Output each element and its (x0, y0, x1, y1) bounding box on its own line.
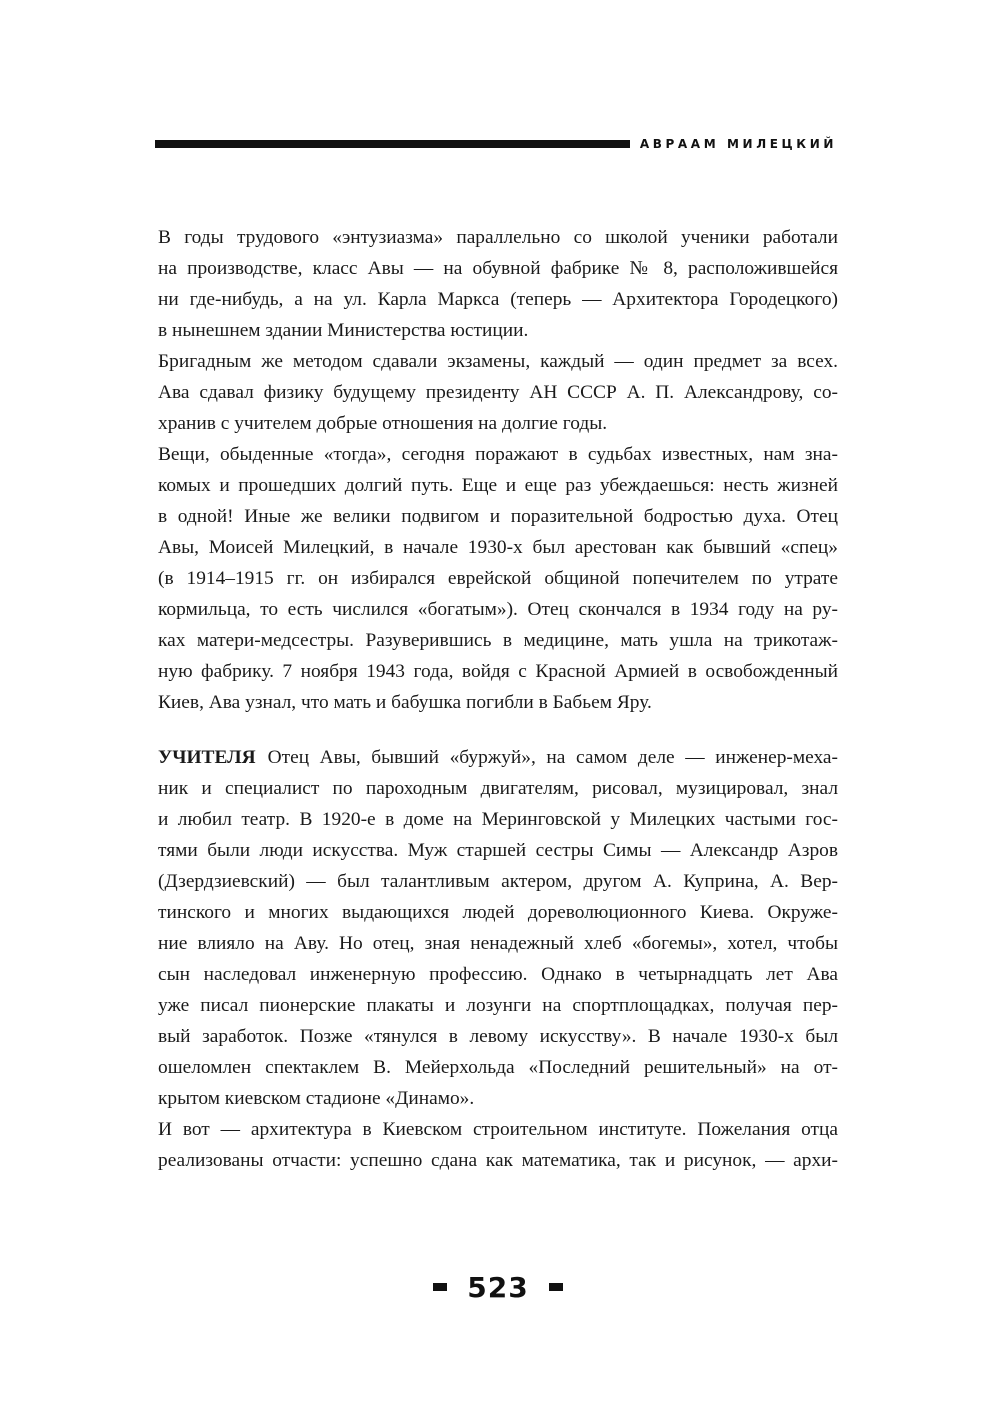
section-gap (158, 718, 838, 742)
text-line: на производстве, класс Авы — на обувной фабрике № 8, расположившейся (158, 258, 838, 279)
text-line: Бригадным же методом сдавали экзамены, каждый — один предмет за всех. (158, 351, 838, 372)
text-line: ошеломлен спектаклем В. Мейерхольда «Последний решительный» на от- (158, 1057, 838, 1078)
text-line: Авы, Моисей Милецкий, в начале 1930-х был арестован как бывший «спец» (158, 537, 838, 558)
folio-bar-left (433, 1283, 447, 1291)
text-line: тями были люди искусства. Муж старшей сестры Симы — Александр Азров (158, 840, 838, 861)
paragraph (158, 439, 838, 718)
text-line (158, 742, 838, 773)
text-line: комых и прошедших долгий путь. Еще и еще раз убеждаешься: несть жизней (158, 475, 838, 496)
header-rule (155, 140, 630, 148)
text-run: Отец Авы, бывший «буржуй», на самом деле — инженер-меха- (267, 747, 838, 768)
text-line: ную фабрику. 7 ноября 1943 года, войдя с Красной Армией в освобожденный (158, 661, 838, 682)
text-line: тинского и многих выдающихся людей дореволюционного Киева. Окруже- (158, 902, 838, 923)
text-line: ние влияло на Аву. Но отец, зная ненадежный хлеб «богемы», хотел, чтобы (158, 933, 838, 954)
text-line: И вот — архитектура в Киевском строительном институте. Пожелания отца (158, 1119, 838, 1140)
text-line: Вещи, обыденные «тогда», сегодня поражают в судьбах известных, нам зна- (158, 444, 838, 465)
text-line: (в 1914–1915 гг. он избирался еврейской общиной попечителем по утрате (158, 568, 838, 589)
page-folio (433, 1270, 563, 1304)
body-text (158, 222, 838, 1176)
text-line: ни где-нибудь, а на ул. Карла Маркса (теперь — Архитектора Городецкого) (158, 289, 838, 310)
page-number: 523 (467, 1270, 529, 1304)
text-line: вый заработок. Позже «тянулся в левому искусству». В начале 1930-х был (158, 1026, 838, 1047)
text-line: в одной! Иные же велики подвигом и поразительной бодростью духа. Отец (158, 506, 838, 527)
running-head (155, 136, 837, 152)
section-teachers (158, 742, 838, 1176)
text-line: сын наследовал инженерную профессию. Однако в четырнадцать лет Ава (158, 964, 838, 985)
text-line: и любил театр. В 1920-е в доме на Меринговской у Милецких частыми гос- (158, 809, 838, 830)
paragraph (158, 222, 838, 346)
text-line: ках матери-медсестры. Разуверившись в медицине, мать ушла на трикотаж- (158, 630, 838, 651)
section-heading: УЧИТЕЛЯ (158, 747, 256, 768)
folio-bar-right (549, 1283, 563, 1291)
running-title: АВРААМ МИЛЕЦКИЙ (639, 137, 837, 151)
paragraph (158, 742, 838, 1114)
paragraph (158, 346, 838, 439)
text-line: Киев, Ава узнал, что мать и бабушка погибли в Бабьем Яру. (158, 692, 652, 713)
text-line: в нынешнем здании Министерства юстиции. (158, 320, 529, 341)
text-line: реализованы отчасти: успешно сдана как математика, так и рисунок, — архи- (158, 1150, 838, 1171)
text-line: В годы трудового «энтузиазма» параллельно со школой ученики работали (158, 227, 838, 248)
text-line: хранив с учителем добрые отношения на долгие годы. (158, 413, 608, 434)
text-line: (Дзердзиевский) — был талантливым актером, другом А. Куприна, А. Вер- (158, 871, 838, 892)
text-line: кормильца, то есть числился «богатым»). Отец скончался в 1934 году на ру- (158, 599, 838, 620)
text-line: крытом киевском стадионе «Динамо». (158, 1088, 475, 1109)
paragraph (158, 1114, 838, 1176)
text-line: уже писал пионерские плакаты и лозунги на спортплощадках, получая пер- (158, 995, 838, 1016)
text-line: ник и специалист по пароходным двигателям, рисовал, музицировал, знал (158, 778, 838, 799)
text-line: Ава сдавал физику будущему президенту АН СССР А. П. Александрову, со- (158, 382, 838, 403)
